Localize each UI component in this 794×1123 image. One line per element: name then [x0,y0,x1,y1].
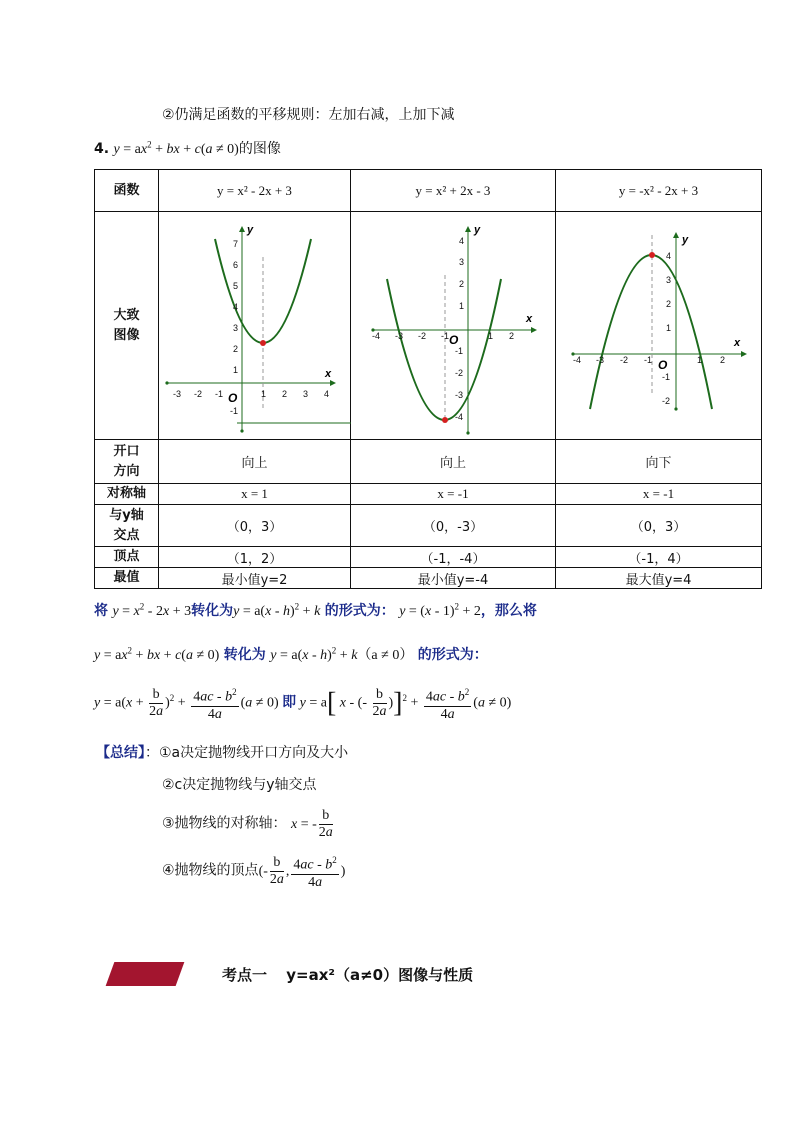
graph3-ytick: 1 [666,322,672,333]
graph1-y-label: y [247,223,254,236]
summary-item: ④抛物线的顶点 [162,862,259,879]
cell: 最小值y=-4 [351,568,556,589]
general-mid2: 的形式为： [417,647,488,663]
graph2-ytick: 1 [459,300,465,311]
graph-1 [159,213,351,439]
summary-item: ③抛物线的对称轴： [162,815,287,832]
parabola-table [94,169,762,589]
graph3-ytick: 2 [666,298,672,309]
row-label: 最值 [95,568,159,589]
summary-item: ②c决定抛物线与y轴交点 [162,777,317,793]
intro-line: ②仍满足函数的平移规则：左加右减，上加下减 [162,107,455,123]
vertex-form-ji: 即 [282,694,297,711]
convert-suffix: ，那么将 [480,603,537,619]
graph2-curve [387,279,501,420]
row-label: 顶点 [95,547,159,568]
graph1-ytick: 1 [233,364,239,375]
section-number: 4. [94,141,110,157]
table-row-axis [95,484,762,505]
graph3-xtick: -2 [620,354,629,365]
table-row-function [95,170,762,212]
summary-first [96,742,348,762]
graph2-ytick: 4 [459,235,465,246]
section-formula: $y = ax^2$ + bx + c(a ≠ 0) [113,139,239,157]
table-row-extremum [95,568,762,589]
general-line [94,644,488,664]
kaodian-banner [106,962,185,986]
summary-colon: ： [145,745,159,761]
graph2-vertex [442,417,448,423]
graph-cell-1 [159,212,351,440]
graph2-ytick: -2 [455,367,464,378]
section-heading [94,138,281,158]
table-row-graph [95,212,762,440]
graph2-ytick: 2 [459,278,465,289]
graph1-ytick: -1 [230,405,239,416]
graph3-x-label: x [734,336,741,349]
function-2: y = x² + 2x - 3 [351,170,556,212]
graph1-ytick: 2 [233,343,239,354]
kaodian-title [222,964,473,985]
convert-mid1: 转化为 [191,603,234,619]
graph2-xtick: -3 [395,330,404,341]
graph1-xtick: 3 [303,388,309,399]
graph3-ytick: -1 [662,371,671,382]
cell: 向下 [556,440,762,484]
graph-cell-3 [556,212,762,440]
cell: 最小值y=2 [159,568,351,589]
graph2-y-label: y [474,223,481,236]
table-row-vertex [95,547,762,568]
cell: （0，3） [556,505,762,547]
table-row-opening [95,440,762,484]
cell: x = -1 [351,484,556,505]
function-1: y = x² - 2x + 3 [159,170,351,212]
graph3-xtick: 1 [697,354,703,365]
row-label: 与y轴 交点 [95,505,159,547]
graph1-vertex [260,340,266,346]
graph2-xtick: -2 [418,330,427,341]
graph3-ytick: 4 [666,250,672,261]
graph3-ytick: -2 [662,395,671,406]
vertex-form-line: y = a(x + $\frac{b}{2a}$ )$^2$ + $\frac{4ac - b^2}{4a}$ (a ≠ 0) 即 y = a[ x - (- $\frac{b}{2a}$ )]$^2$ + $\frac{4ac - b^2}{4a}$ (a ≠ 0) [94,684,511,723]
convert-prefix: 将 [94,603,108,619]
cell: （0，-3） [351,505,556,547]
summary-item-vertex: ④抛物线的顶点(- $\frac{b}{2a}$ , $\frac{4ac - b^2}{4a}$ ) [162,852,345,891]
graph3-ytick: 3 [666,274,672,285]
graph1-xtick: -3 [173,388,182,399]
graph1-origin: O [228,390,238,405]
graph-3 [556,213,762,439]
graph-2 [351,213,556,439]
graph2-xtick: -4 [372,330,381,341]
convert-form: y = a(x - h)$^2$ + k [233,601,321,619]
graph3-y-label: y [682,233,689,246]
kaodian-formula: y=ax²（a≠0）图像与性质 [286,966,474,984]
graph1-xtick: 1 [261,388,267,399]
graph1-ytick: 5 [233,280,239,291]
cell: 向上 [351,440,556,484]
convert-result: y = (x - 1)$^2$ + 2 [399,601,481,619]
convert-line [94,600,537,620]
graph3-xtick: 2 [720,354,726,365]
graph1-xtick: -2 [194,388,203,399]
graph3-curve [590,255,712,409]
graph1-xtick: 2 [282,388,288,399]
graph1-x-label: x [325,367,332,380]
graph3-xtick: -4 [573,354,582,365]
cell: 向上 [159,440,351,484]
convert-mid2: 的形式为： [324,603,395,619]
summary-item: ①a决定抛物线开口方向及大小 [159,745,349,761]
cell: （-1，4） [556,547,762,568]
table-row-yintercept [95,505,762,547]
graph2-ytick: -1 [455,345,464,356]
cell: x = 1 [159,484,351,505]
graph2-ytick: -4 [455,411,464,422]
graph3-vertex [649,252,655,258]
cell: （-1，-4） [351,547,556,568]
row-label: 开口 方向 [95,440,159,484]
function-3: y = -x² - 2x + 3 [556,170,762,212]
row-label: 对称轴 [95,484,159,505]
cell: （0，3） [159,505,351,547]
general-mid1: 转化为 [223,647,266,663]
header-label: 函数 [95,170,159,212]
graph1-xtick: -1 [215,388,224,399]
convert-func: $y = x^2 - 2x + 3$ [112,601,192,619]
summary-item-axis: ③抛物线的对称轴： x = - $\frac{b}{2a}$ [162,808,333,840]
graph2-ytick: 3 [459,256,465,267]
summary-tag: 【总结】 [96,745,145,761]
graph2-xtick: 2 [509,330,515,341]
general-form: y = a(x - h)$^2$ + k（a ≠ 0） [270,645,414,663]
cell: 最大值y=4 [556,568,762,589]
general-func: $y = ax^2$ + bx + c(a ≠ 0) [94,645,220,663]
graph3-origin: O [658,357,668,372]
graph2-xtick: -1 [441,330,450,341]
graph-cell-2 [351,212,556,440]
cell: x = -1 [556,484,762,505]
graph3-xtick: -1 [644,354,653,365]
cell: （1，2） [159,547,351,568]
graph1-ytick: 6 [233,259,239,270]
graph2-ytick: -3 [455,389,464,400]
graph1-xtick: 4 [324,388,330,399]
graph1-ytick: 7 [233,238,239,249]
kaodian-prefix: 考点一 [222,966,268,984]
graph1-ytick: 3 [233,322,239,333]
graph-label: 大致 图像 [95,212,159,440]
graph2-origin: O [449,332,459,347]
section-suffix: 的图像 [238,141,281,157]
graph2-xtick: 1 [488,330,494,341]
graph2-x-label: x [526,312,533,325]
graph1-ytick: 4 [233,301,239,312]
graph3-xtick: -3 [596,354,605,365]
